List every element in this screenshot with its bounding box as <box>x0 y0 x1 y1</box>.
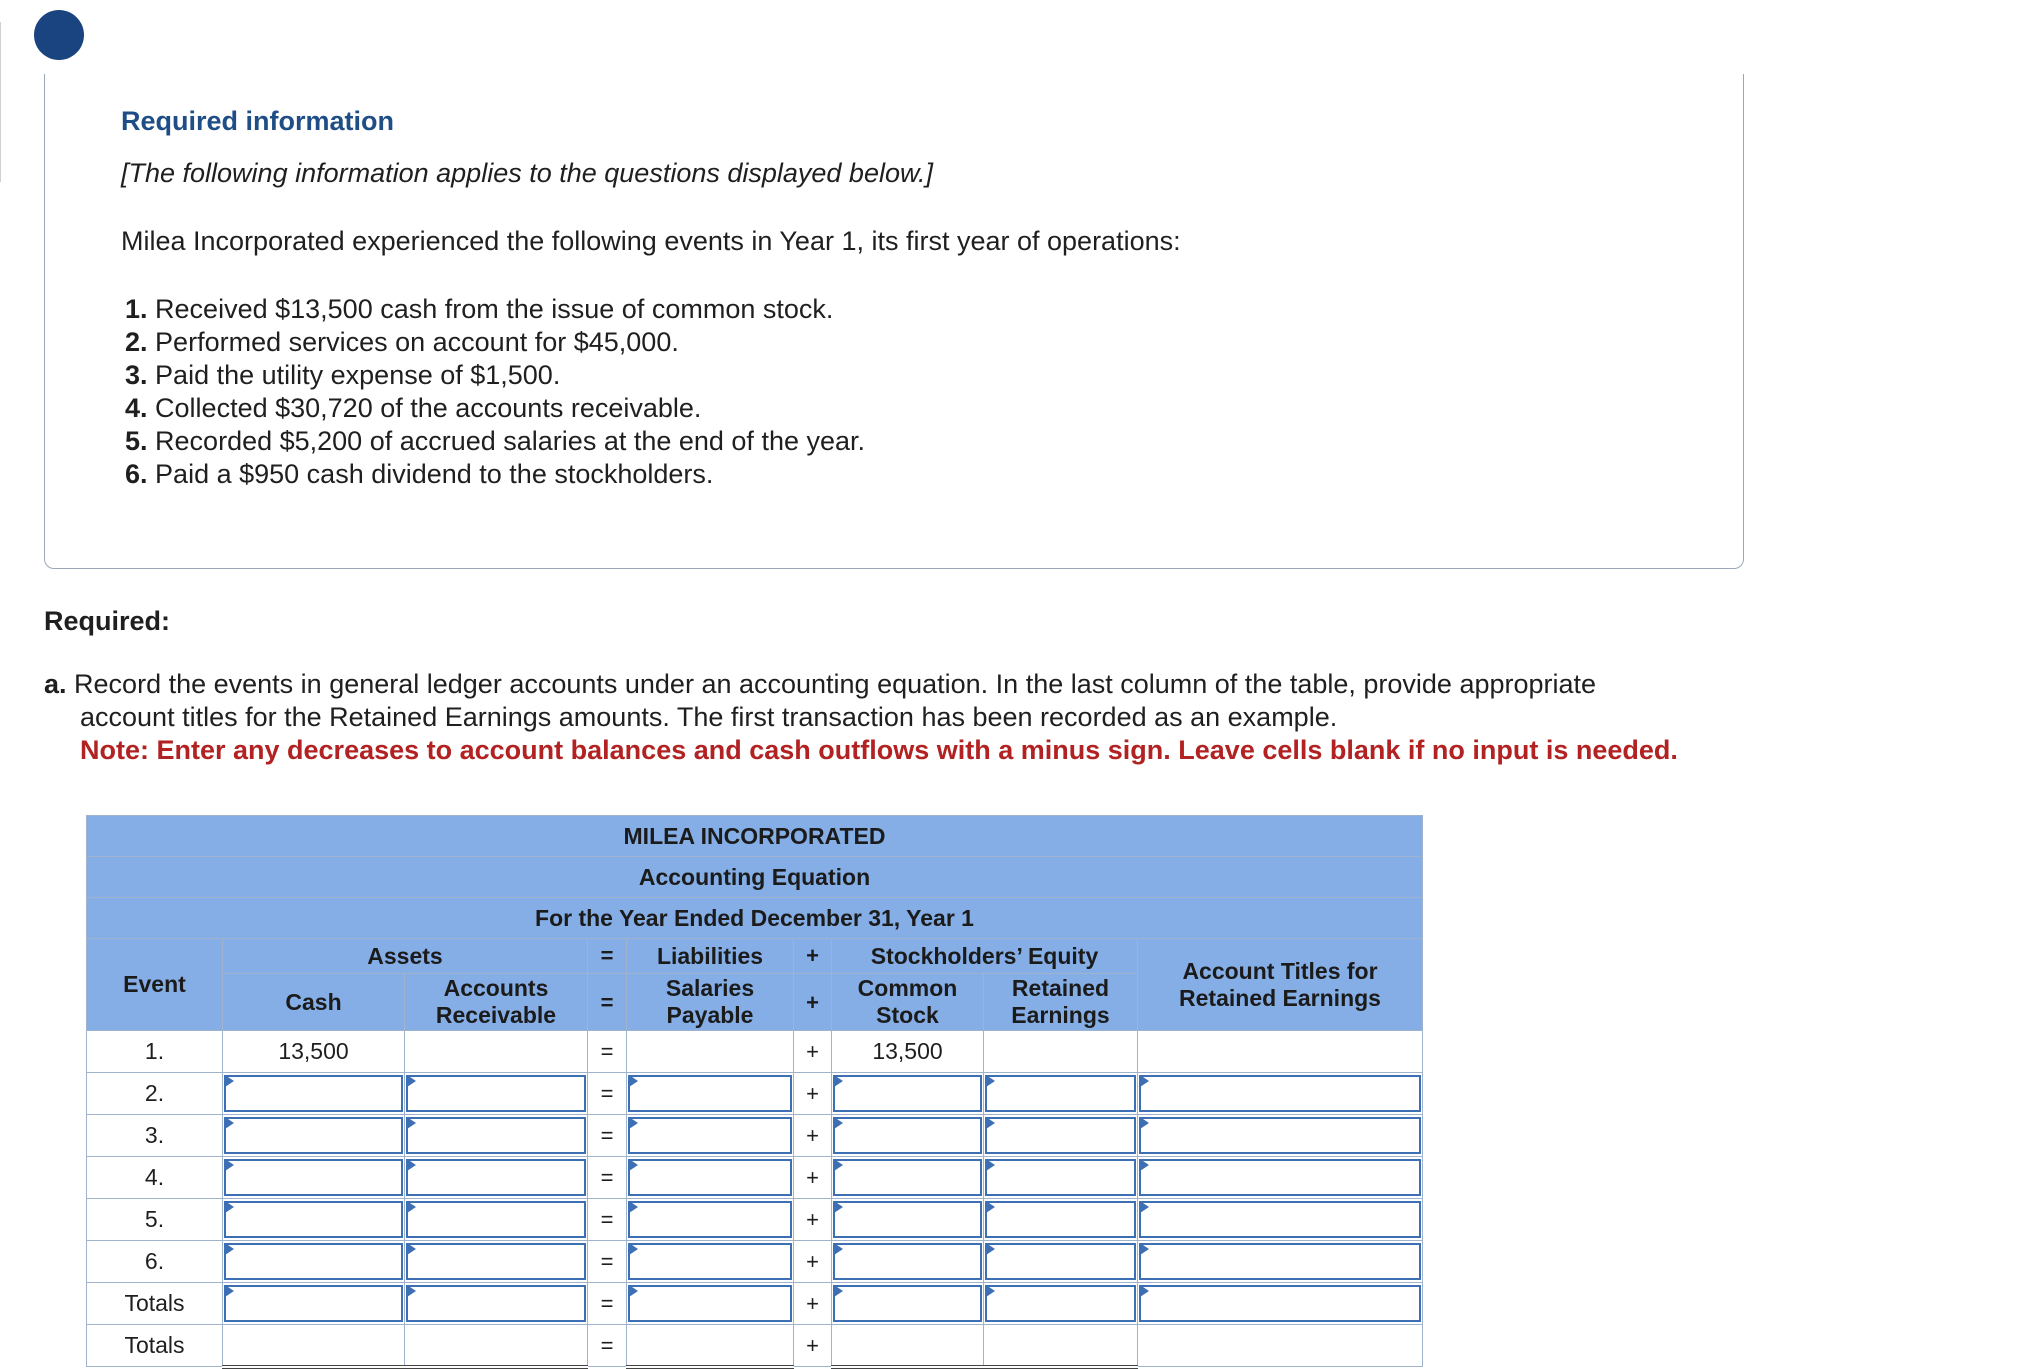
common-stock-input[interactable] <box>833 1285 982 1322</box>
info-subtitle: [The following information applies to the questions displayed below.] <box>121 158 933 188</box>
salaries-payable-input[interactable] <box>628 1243 792 1280</box>
plus-sign: + <box>794 1115 832 1157</box>
accounts-receivable-input[interactable] <box>406 1285 586 1322</box>
salaries-payable-input[interactable] <box>628 1159 792 1196</box>
common-stock-input[interactable] <box>833 1243 982 1280</box>
account-title-dropdown[interactable] <box>1139 1285 1421 1322</box>
plus-sign: + <box>794 939 832 974</box>
accounts-receivable-input[interactable] <box>406 1075 586 1112</box>
accounts-receivable-input[interactable] <box>406 1159 586 1196</box>
event-label: 1. <box>87 1031 223 1073</box>
cash-value: 13,500 <box>223 1031 405 1073</box>
info-badge-icon <box>34 10 84 60</box>
equals-sign: = <box>588 974 627 1031</box>
instruction-note: Note: Enter any decreases to account balances and cash outflows with a minus sign. Leave cells blank if no input is needed. <box>80 735 1678 765</box>
col-header-event: Event <box>87 939 223 1031</box>
account-title-dropdown[interactable] <box>1139 1075 1421 1112</box>
statement-period: For the Year Ended December 31, Year 1 <box>87 898 1423 939</box>
plus-sign: + <box>794 974 832 1031</box>
instruction-line-1: Record the events in general ledger accounts under an accounting equation. In the last column of the table, provide appropriate <box>74 669 1597 699</box>
col-header-salaries-payable: Salaries Payable <box>627 974 794 1031</box>
salaries-payable-input[interactable] <box>628 1117 792 1154</box>
event-label: 4. <box>87 1157 223 1199</box>
event-label: 3. <box>87 1115 223 1157</box>
event-label: 2. <box>87 1073 223 1115</box>
common-stock-input[interactable] <box>833 1117 982 1154</box>
group-header-liabilities: Liabilities <box>627 939 794 974</box>
cash-input[interactable] <box>224 1117 403 1154</box>
retained-earnings-input[interactable] <box>985 1201 1136 1238</box>
accounts-receivable-input[interactable] <box>406 1117 586 1154</box>
col-header-common-stock: Common Stock <box>832 974 984 1031</box>
salaries-payable-input[interactable] <box>628 1201 792 1238</box>
equals-sign: = <box>588 1115 627 1157</box>
list-item: 1. Received $13,500 cash from the issue of common stock. <box>125 294 834 324</box>
accounts-receivable-input[interactable] <box>406 1243 586 1280</box>
table-row <box>87 1241 1423 1283</box>
common-stock-value: 13,500 <box>832 1031 984 1073</box>
event-label: 5. <box>87 1199 223 1241</box>
list-item: 5. Recorded $5,200 of accrued salaries at the end of the year. <box>125 426 866 456</box>
retained-earnings-input[interactable] <box>985 1285 1136 1322</box>
cash-input[interactable] <box>224 1159 403 1196</box>
common-stock-input[interactable] <box>833 1159 982 1196</box>
plus-sign: + <box>794 1073 832 1115</box>
equals-sign: = <box>588 939 627 974</box>
plus-sign: + <box>794 1157 832 1199</box>
retained-earnings-value <box>984 1031 1138 1073</box>
cash-input[interactable] <box>224 1243 403 1280</box>
col-header-retained-earnings: Retained Earnings <box>984 974 1138 1031</box>
required-information-title: Required information <box>121 106 395 136</box>
common-stock-input[interactable] <box>833 1201 982 1238</box>
retained-earnings-input[interactable] <box>985 1159 1136 1196</box>
account-title-dropdown[interactable] <box>1139 1243 1421 1280</box>
accounts-receivable-input[interactable] <box>406 1201 586 1238</box>
table-row <box>87 1031 1423 1073</box>
group-header-equity: Stockholders’ Equity <box>832 939 1138 974</box>
account-title-dropdown[interactable] <box>1139 1117 1421 1154</box>
plus-sign: + <box>794 1199 832 1241</box>
info-intro: Milea Incorporated experienced the following events in Year 1, its first year of operations: <box>121 226 1181 256</box>
equals-sign: = <box>588 1325 627 1367</box>
event-label: Totals <box>87 1283 223 1325</box>
salaries-payable-input[interactable] <box>628 1285 792 1322</box>
table-row <box>87 1283 1423 1325</box>
statement-name: Accounting Equation <box>87 857 1423 898</box>
salaries-payable-input[interactable] <box>628 1075 792 1112</box>
col-header-account-titles: Account Titles for Retained Earnings <box>1138 939 1423 1031</box>
cash-input[interactable] <box>224 1075 403 1112</box>
equals-sign: = <box>588 1031 627 1073</box>
part-a-instructions <box>44 668 1724 767</box>
col-header-cash: Cash <box>223 974 405 1031</box>
accounting-equation-table <box>86 815 1423 1369</box>
account-title-value <box>1138 1031 1423 1073</box>
equals-sign: = <box>588 1241 627 1283</box>
table-row <box>87 1199 1423 1241</box>
left-edge-line <box>0 22 1 182</box>
cash-input[interactable] <box>224 1201 403 1238</box>
list-item: 6. Paid a $950 cash dividend to the stockholders. <box>125 459 714 489</box>
list-item: 2. Performed services on account for $45,000. <box>125 327 679 357</box>
plus-sign: + <box>794 1325 832 1367</box>
list-item: 3. Paid the utility expense of $1,500. <box>125 360 561 390</box>
account-title-dropdown[interactable] <box>1139 1159 1421 1196</box>
cash-input[interactable] <box>224 1285 403 1322</box>
equals-sign: = <box>588 1199 627 1241</box>
plus-sign: + <box>794 1241 832 1283</box>
retained-earnings-input[interactable] <box>985 1075 1136 1112</box>
list-item: 4. Collected $30,720 of the accounts receivable. <box>125 393 702 423</box>
col-header-accounts-receivable: Accounts Receivable <box>405 974 588 1031</box>
equals-sign: = <box>588 1283 627 1325</box>
equals-sign: = <box>588 1073 627 1115</box>
retained-earnings-input[interactable] <box>985 1117 1136 1154</box>
event-label: 6. <box>87 1241 223 1283</box>
account-title-dropdown[interactable] <box>1139 1201 1421 1238</box>
part-letter: a. <box>44 669 67 699</box>
event-list <box>125 293 865 491</box>
table-row <box>87 1157 1423 1199</box>
group-header-assets: Assets <box>223 939 588 974</box>
table-row <box>87 1115 1423 1157</box>
common-stock-input[interactable] <box>833 1075 982 1112</box>
plus-sign: + <box>794 1283 832 1325</box>
equals-sign: = <box>588 1157 627 1199</box>
instruction-line-2: account titles for the Retained Earnings amounts. The first transaction has been recorded as an example. <box>80 702 1338 732</box>
plus-sign: + <box>794 1031 832 1073</box>
salaries-payable-value <box>627 1031 794 1073</box>
retained-earnings-input[interactable] <box>985 1243 1136 1280</box>
ar-value <box>405 1031 588 1073</box>
table-row <box>87 1073 1423 1115</box>
required-heading: Required: <box>44 606 171 636</box>
company-name: MILEA INCORPORATED <box>87 816 1423 857</box>
totals-label: Totals <box>87 1325 223 1367</box>
